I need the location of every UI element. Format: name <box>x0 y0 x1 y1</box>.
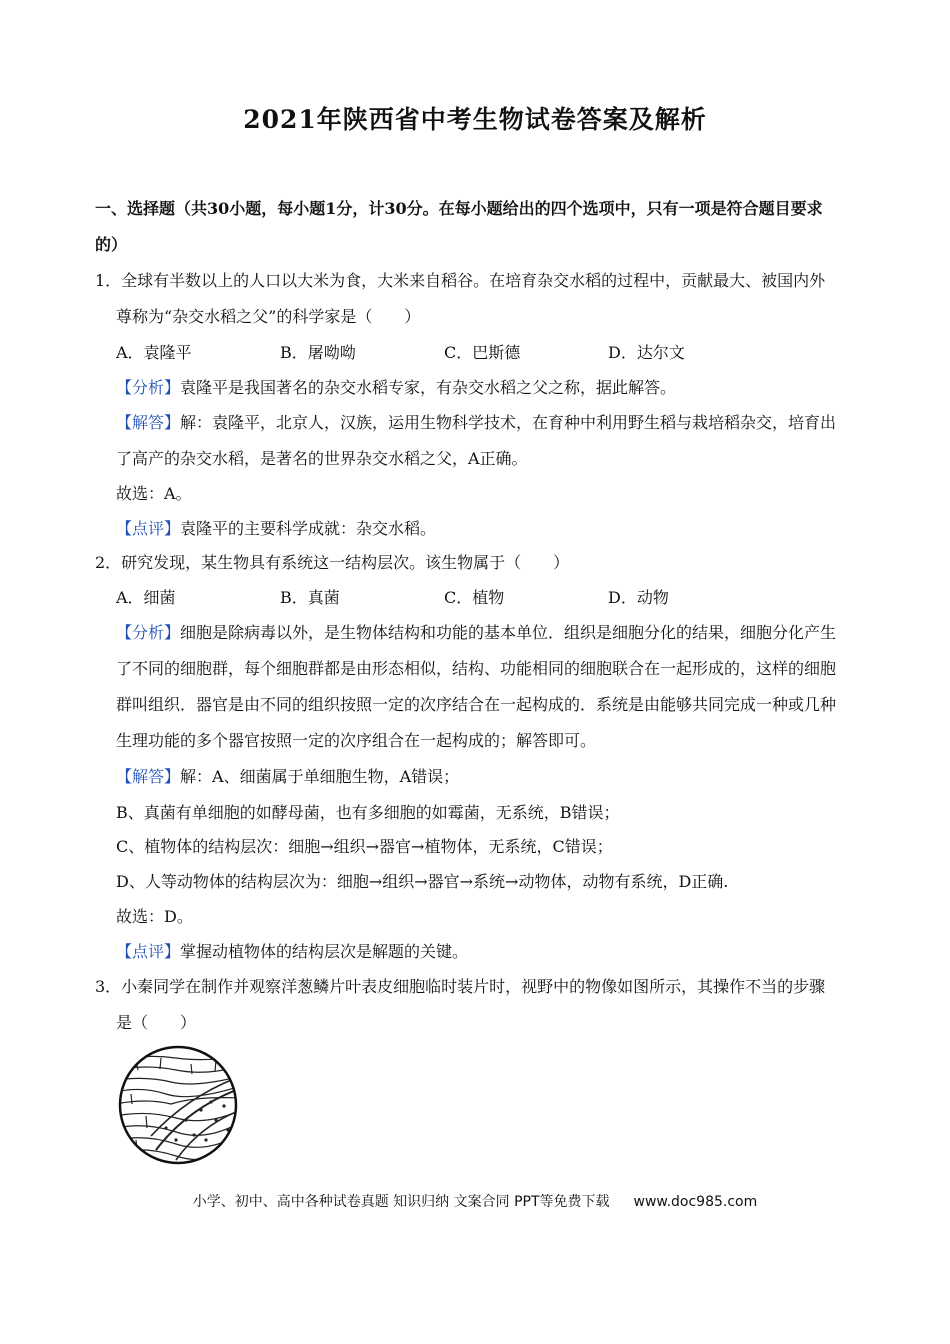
q2-answer-text: 解：A、细菌属于单细胞生物，A错误； <box>180 767 460 786</box>
q2-analysis <box>116 620 836 643</box>
q2-analysis-cont: 生理功能的多个器官按照一定的次序组合在一起构成的；解答即可。 <box>116 731 597 750</box>
q2-answer <box>116 764 459 787</box>
q2-choice: 故选：D。 <box>116 907 193 926</box>
microscope-view-figure <box>116 1040 241 1170</box>
q2-option-c: C．植物 <box>444 588 505 607</box>
q1-analysis-text: 袁隆平是我国著名的杂交水稻专家，有杂交水稻之父之称，据此解答。 <box>180 378 677 397</box>
q2-option-b: B．真菌 <box>280 588 340 607</box>
q1-stem: 1．全球有半数以上的人口以大米为食，大米来自稻谷。在培育杂交水稻的过程中，贡献最大、被国内外 <box>95 271 826 290</box>
q2-comment-text: 掌握动植物体的结构层次是解题的关键。 <box>180 942 469 961</box>
q1-comment-text: 袁隆平的主要科学成就：杂交水稻。 <box>180 519 437 538</box>
q1-stem-cont: 尊称为“杂交水稻之父”的科学家是（ ） <box>116 307 421 326</box>
q2-option-a: A．细菌 <box>116 588 176 607</box>
page-title: 2021年陕西省中考生物试卷答案及解析 <box>243 105 707 134</box>
q2-answer-c: C、植物体的结构层次：细胞→组织→器官→植物体，无系统，C错误； <box>116 837 613 856</box>
section-heading-cont: 的） <box>95 235 128 254</box>
q1-option-d: D．达尔文 <box>608 343 685 362</box>
comment-tag: 【点评】 <box>116 519 181 538</box>
q2-options <box>116 585 772 608</box>
answer-tag: 【解答】 <box>116 413 181 432</box>
q1-comment <box>116 516 436 539</box>
q2-comment <box>116 939 468 962</box>
q1-option-a: A．袁隆平 <box>116 343 192 362</box>
q1-answer-cont: 了高产的杂交水稻，是著名的世界杂交水稻之父，A正确。 <box>116 449 528 468</box>
q1-answer <box>116 410 836 433</box>
q2-analysis-cont: 群叫组织．器官是由不同的组织按照一定的次序结合在一起构成的．系统是由能够共同完成一种或几种 <box>116 695 837 714</box>
q1-options <box>116 340 772 363</box>
footer-url[interactable]: www.doc985.com <box>633 1194 758 1210</box>
footer-text: 小学、初中、高中各种试卷真题 知识归纳 文案合同 PPT等免费下载 <box>192 1194 610 1210</box>
q3-stem-cont: 是（ ） <box>116 1013 197 1032</box>
q1-option-c: C．巴斯德 <box>444 343 521 362</box>
q2-stem: 2．研究发现，某生物具有系统这一结构层次。该生物属于（ ） <box>95 553 570 572</box>
answer-tag: 【解答】 <box>116 767 181 786</box>
q3-stem: 3．小秦同学在制作并观察洋葱鳞片叶表皮细胞临时装片时，视野中的物像如图所示，其操作不当的步骤 <box>95 977 826 996</box>
section-heading: 一、选择题（共30小题，每小题1分，计30分。在每小题给出的四个选项中，只有一项是符合题目要求 <box>95 199 823 218</box>
q1-choice: 故选：A。 <box>116 484 192 503</box>
analysis-tag: 【分析】 <box>116 623 181 642</box>
q2-option-d: D．动物 <box>608 588 669 607</box>
analysis-tag: 【分析】 <box>116 378 181 397</box>
page-footer <box>0 1191 950 1211</box>
q2-analysis-cont: 了不同的细胞群，每个细胞群都是由形态相似，结构、功能相同的细胞联合在一起形成的，这样的细胞 <box>116 659 837 678</box>
q1-answer-text: 解：袁隆平，北京人，汉族，运用生物科学技术，在育种中利用野生稻与栽培稻杂交，培育出 <box>180 413 837 432</box>
q2-analysis-text: 细胞是除病毒以外，是生物体结构和功能的基本单位．组织是细胞分化的结果，细胞分化产生 <box>180 623 837 642</box>
q1-analysis <box>116 375 676 398</box>
q2-answer-d: D、人等动物体的结构层次为：细胞→组织→器官→系统→动物体，动物有系统，D正确. <box>116 872 729 891</box>
q2-answer-b: B、真菌有单细胞的如酵母菌，也有多细胞的如霉菌，无系统，B错误； <box>116 803 620 822</box>
q1-option-b: B．屠呦呦 <box>280 343 356 362</box>
comment-tag: 【点评】 <box>116 942 181 961</box>
